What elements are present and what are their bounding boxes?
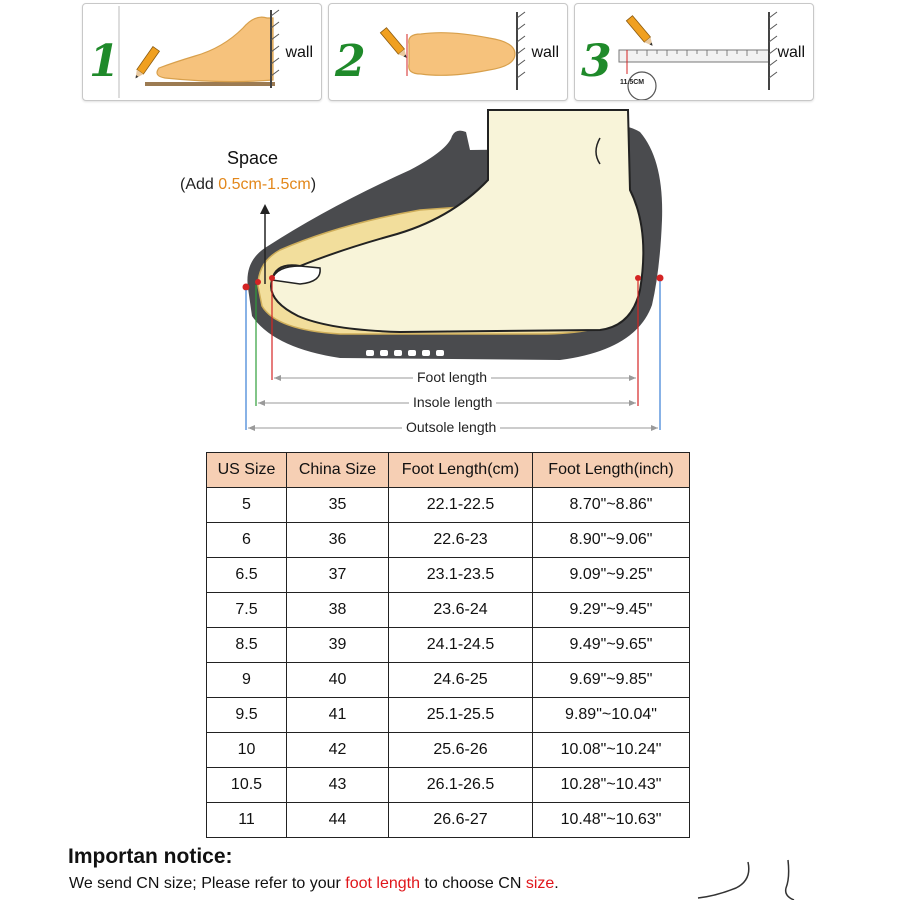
outsole-toe-marker [243,284,250,291]
notice-highlight-foot-length: foot length [345,875,420,892]
foot-cm-cell: 22.6-23 [389,523,533,558]
space-sub-suffix: ) [310,176,317,193]
notice-highlight-size: size [525,875,555,892]
us-size-cell: 7.5 [207,593,287,628]
foot-cm-cell: 24.6-25 [389,663,533,698]
china-size-cell: 40 [287,663,389,698]
foot-inch-cell: 10.28"~10.43" [533,768,690,803]
foot-sketch-partial [690,858,810,900]
table-row [207,698,690,733]
step-number: 1 [89,36,120,87]
table-row [207,663,690,698]
us-size-cell: 9 [207,663,287,698]
china-size-cell: 36 [287,523,389,558]
foot-toe-marker [269,275,275,281]
china-size-cell: 37 [287,558,389,593]
space-title: Space [227,148,279,168]
us-size-cell: 11 [207,803,287,838]
table-row [207,803,690,838]
header-us-size: US Size [207,453,287,488]
step-2-panel [328,3,568,101]
table-row [207,768,690,803]
foot-cm-cell: 22.1-22.5 [389,488,533,523]
notice-title: Importan notice: [68,845,233,868]
notice-text-part: to choose CN [420,875,526,892]
step-number: 2 [335,36,366,87]
foot-cm-cell: 25.6-26 [389,733,533,768]
insole-toe-marker [255,279,261,285]
foot-inch-cell: 9.89"~10.04" [533,698,690,733]
foot-cm-cell: 23.6-24 [389,593,533,628]
size-chart-table [206,452,690,838]
us-size-cell: 10 [207,733,287,768]
foot-cm-cell: 23.1-23.5 [389,558,533,593]
foot-inch-cell: 8.90"~9.06" [533,523,690,558]
china-size-cell: 43 [287,768,389,803]
us-size-cell: 5 [207,488,287,523]
china-size-cell: 44 [287,803,389,838]
china-size-cell: 38 [287,593,389,628]
outsole-heel-marker [657,275,664,282]
us-size-cell: 6.5 [207,558,287,593]
foot-inch-cell: 9.09"~9.25" [533,558,690,593]
wall-label: wall [285,44,313,61]
wall-label: wall [531,44,559,61]
step-number: 3 [581,36,612,87]
insole-length-label: Insole length [409,394,496,410]
heel-marker [635,275,641,281]
outsole-length-label: Outsole length [402,419,500,435]
space-subtitle [180,176,316,194]
foot-cm-cell: 26.1-26.5 [389,768,533,803]
foot-cm-cell: 25.1-25.5 [389,698,533,733]
foot-inch-cell: 9.29"~9.45" [533,593,690,628]
space-range: 0.5cm-1.5cm [218,176,311,193]
table-header-row [207,453,690,488]
foot-cm-cell: 26.6-27 [389,803,533,838]
table-row [207,628,690,663]
china-size-cell: 41 [287,698,389,733]
ruler-badge: 11.5CM [620,79,645,86]
table-row [207,593,690,628]
notice-text [69,875,559,893]
china-size-cell: 42 [287,733,389,768]
us-size-cell: 9.5 [207,698,287,733]
table-row [207,733,690,768]
foot-inch-cell: 10.08"~10.24" [533,733,690,768]
us-size-cell: 6 [207,523,287,558]
notice-text-part: . [554,875,559,892]
foot-length-label: Foot length [413,369,491,385]
header-china-size: China Size [287,453,389,488]
foot-inch-cell: 9.49"~9.65" [533,628,690,663]
foot-inch-cell: 8.70"~8.86" [533,488,690,523]
table-row [207,488,690,523]
header-foot-length-cm: Foot Length(cm) [389,453,533,488]
notice-text-part: We send CN size; Please refer to your [69,875,346,892]
header-foot-length-inch: Foot Length(inch) [533,453,690,488]
step-1-panel [82,3,322,101]
us-size-cell: 10.5 [207,768,287,803]
foot-cm-cell: 24.1-24.5 [389,628,533,663]
foot-inch-cell: 10.48"~10.63" [533,803,690,838]
wall-label: wall [777,44,805,61]
table-row [207,558,690,593]
china-size-cell: 39 [287,628,389,663]
foot-inch-cell: 9.69"~9.85" [533,663,690,698]
space-sub-prefix: (Add [180,176,219,193]
step-3-panel [574,3,814,101]
table-row [207,523,690,558]
china-size-cell: 35 [287,488,389,523]
us-size-cell: 8.5 [207,628,287,663]
